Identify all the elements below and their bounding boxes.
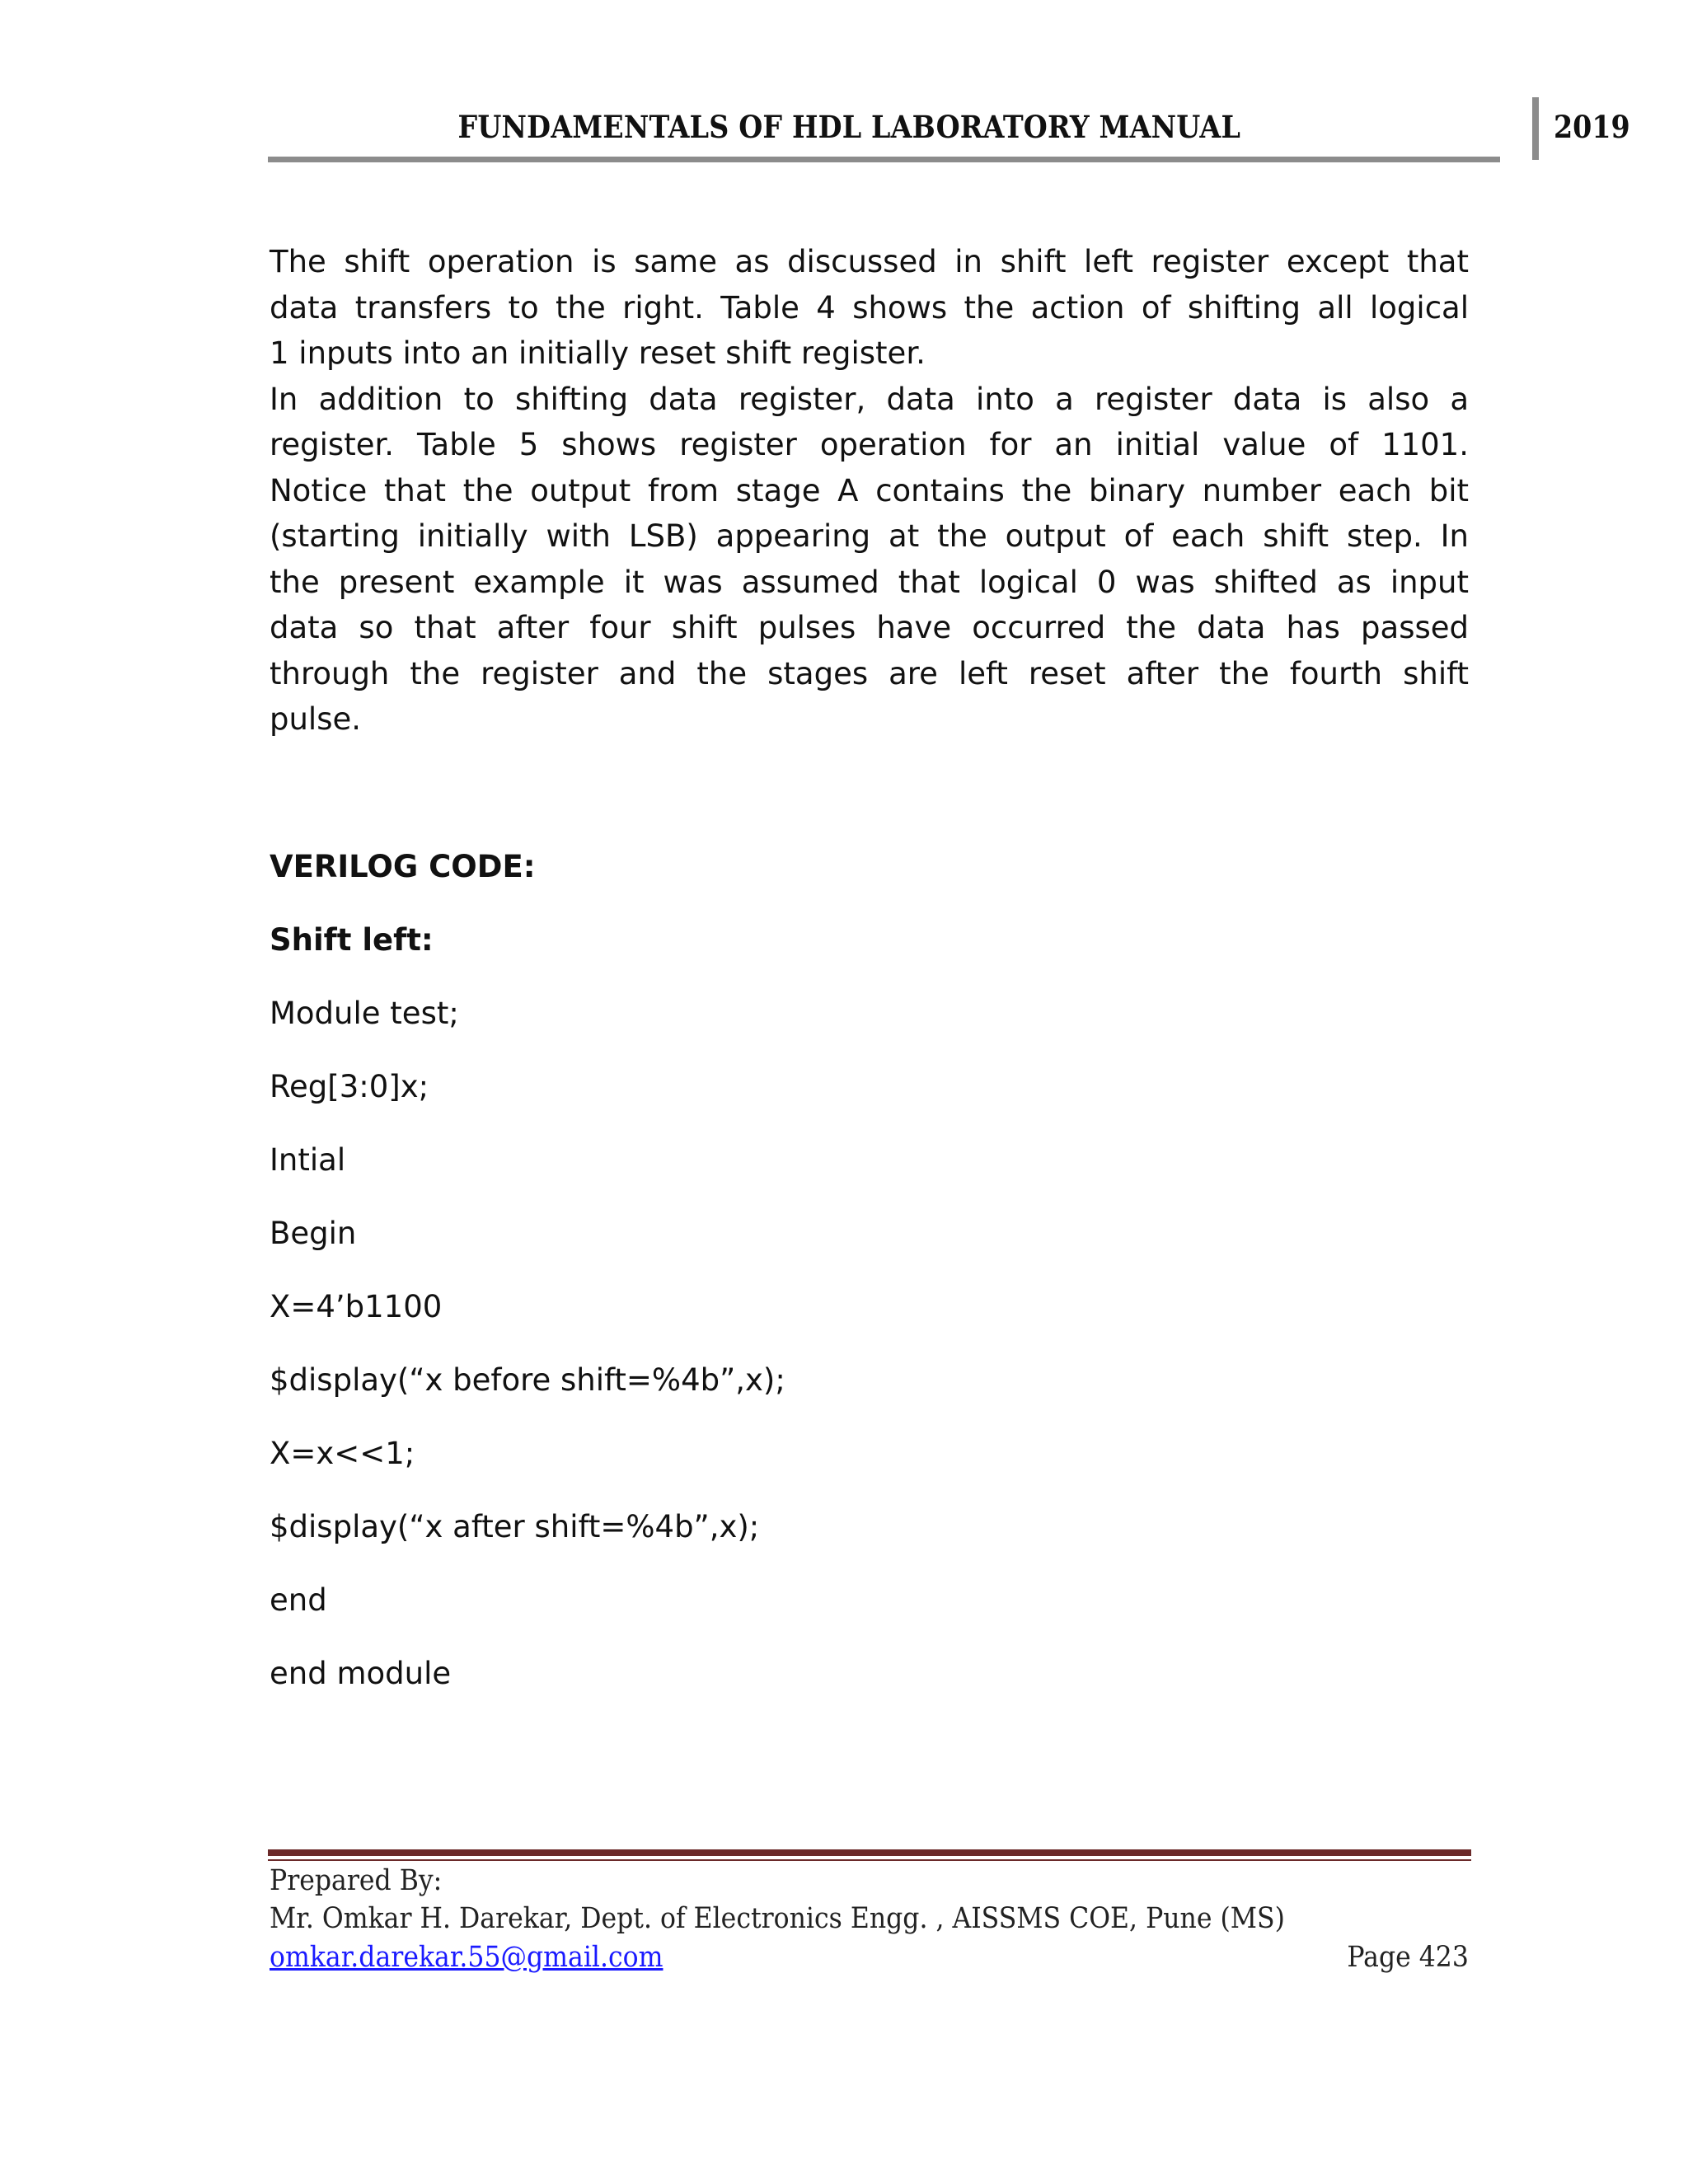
- code-line: Reg[3:0]x;: [270, 1069, 429, 1104]
- paragraph-line: register. Table 5 shows register operation for an initial value of 1101.: [270, 427, 1469, 462]
- paragraph-line: through the register and the stages are left reset after the fourth shift: [270, 655, 1469, 691]
- page-content: [270, 239, 1469, 1691]
- code-line: X=x<<1;: [270, 1436, 415, 1471]
- paragraph-line: data so that after four shift pulses have occurred the data has passed: [270, 610, 1469, 645]
- paragraph-line: the present example it was assumed that logical 0 was shifted as input: [270, 564, 1469, 600]
- shift-left-heading: Shift left:: [270, 922, 434, 958]
- manual-title: FUNDAMENTALS OF HDL LABORATORY MANUAL: [457, 109, 1240, 145]
- footer-rule-thin: [268, 1859, 1471, 1861]
- page-number: Page 423: [1347, 1941, 1469, 1974]
- code-line: end: [270, 1582, 327, 1618]
- page-header: [268, 97, 1630, 163]
- author-email-link[interactable]: omkar.darekar.55@gmail.com: [270, 1941, 663, 1974]
- code-line: X=4’b1100: [270, 1289, 443, 1324]
- manual-year: 2019: [1554, 109, 1630, 145]
- author-line: Mr. Omkar H. Darekar, Dept. of Electronics Engg. , AISSMS COE, Pune (MS): [270, 1902, 1285, 1935]
- prepared-by-label: Prepared By:: [270, 1864, 443, 1897]
- body-paragraph: [270, 239, 1469, 743]
- header-rule: [268, 157, 1500, 162]
- code-line: Module test;: [270, 996, 459, 1031]
- code-line: end module: [270, 1656, 452, 1691]
- paragraph-line: In addition to shifting data register, data into a register data is also a: [270, 381, 1469, 417]
- paragraph-line: Notice that the output from stage A contains the binary number each bit: [270, 472, 1469, 509]
- paragraph-line: 1 inputs into an initially reset shift register.: [270, 335, 926, 371]
- footer-rule: [268, 1849, 1471, 1856]
- code-line: Begin: [270, 1216, 357, 1251]
- paragraph-line: The shift operation is same as discussed in shift left register except that: [270, 244, 1469, 279]
- code-line: $display(“x after shift=%4b”,x);: [270, 1509, 760, 1544]
- code-line: $display(“x before shift=%4b”,x);: [270, 1362, 785, 1398]
- paragraph-line: pulse.: [270, 701, 362, 737]
- header-divider: [1532, 97, 1539, 160]
- paragraph-line: data transfers to the right. Table 4 shows the action of shifting all logical: [270, 289, 1469, 326]
- paragraph-line: (starting initially with LSB) appearing at the output of each shift step. In: [270, 518, 1469, 554]
- verilog-code-heading: VERILOG CODE:: [270, 849, 536, 884]
- code-line: Intial: [270, 1142, 346, 1178]
